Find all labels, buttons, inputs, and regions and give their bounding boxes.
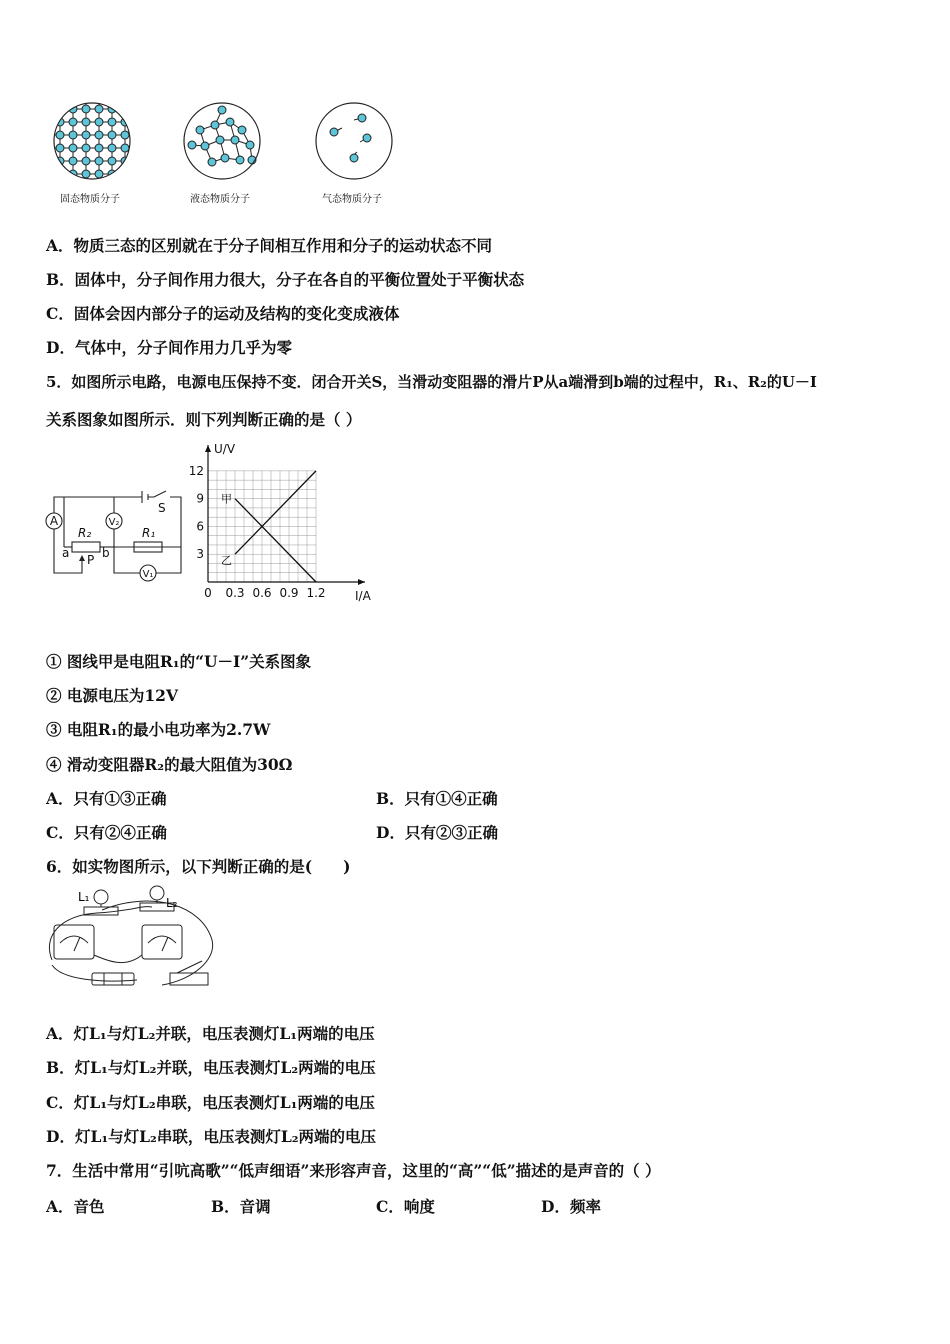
solid-molecule	[95, 157, 103, 165]
solid-molecule	[108, 144, 116, 152]
solid-molecule	[108, 118, 116, 126]
solid-molecule	[82, 105, 90, 113]
q5-stem-line2: 关系图象如图所示．则下列判断正确的是（ ）	[46, 410, 362, 429]
end-b-label: b	[102, 546, 110, 560]
solid-molecule	[121, 144, 129, 152]
q5-statement-3: ③ 电阻R₁的最小电功率为2.7W	[46, 720, 271, 739]
r2-label: R₂	[78, 526, 92, 540]
q4-option-a[interactable]: A．物质三态的区别就在于分子间相互作用和分子的运动状态不同	[46, 236, 493, 255]
solid-molecule	[95, 118, 103, 126]
y-tick-label: 9	[196, 491, 204, 506]
q7-stem: 7．生活中常用“引吭高歌”“低声细语”来形容声音，这里的“高”“低”描述的是声音的（ ）	[46, 1161, 661, 1180]
end-a-label: a	[62, 546, 70, 560]
x-axis-arrow	[358, 579, 365, 585]
voltmeter-v1-label: V₁	[142, 569, 154, 580]
q7-option-b[interactable]: B．音调	[211, 1197, 271, 1216]
slider-p-label: P	[87, 553, 95, 567]
r1-label: R₁	[142, 526, 156, 540]
series-line-甲	[235, 499, 316, 582]
q7-option-a[interactable]: A．音色	[46, 1197, 105, 1216]
solid-molecules-figure	[50, 100, 140, 185]
q5-option-d[interactable]: D．只有②③正确	[376, 823, 498, 842]
solid-molecule	[56, 131, 64, 139]
solid-molecule	[121, 105, 129, 113]
q6-physical-circuit	[42, 885, 222, 995]
solid-molecule	[82, 118, 90, 126]
lamp-l1-label: L₁	[78, 890, 90, 904]
q6-option-d[interactable]: D．灯L₁与灯L₂串联，电压表测灯L₂两端的电压	[46, 1127, 377, 1146]
q5-stem-line1: 5．如图所示电路，电源电压保持不变．闭合开关S，当滑动变阻器的滑片P从a端滑到b端的过程中，R₁、R₂的U－I	[46, 373, 817, 391]
solid-molecule	[82, 144, 90, 152]
q5-statement-4: ④ 滑动变阻器R₂的最大阻值为30Ω	[46, 755, 293, 774]
solid-molecule	[95, 131, 103, 139]
solid-molecule	[108, 157, 116, 165]
q5-statement-2: ② 电源电压为12V	[46, 686, 178, 705]
x-tick-label: 0.9	[279, 586, 299, 600]
solid-molecule	[121, 131, 129, 139]
switch-s-label: S	[158, 501, 166, 515]
voltmeter-v2-label: V₂	[108, 517, 120, 528]
x-axis-label: I/A	[355, 589, 371, 603]
y-axis-arrow	[205, 445, 211, 452]
solid-molecule	[56, 105, 64, 113]
liquid-caption: 液态物质分子	[190, 194, 250, 205]
x-tick-label: 0.6	[252, 586, 272, 600]
solid-molecule	[69, 157, 77, 165]
q6-option-b[interactable]: B．灯L₁与灯L₂并联，电压表测灯L₂两端的电压	[46, 1058, 376, 1077]
q5-option-c[interactable]: C．只有②④正确	[46, 823, 167, 842]
series-label: 乙	[221, 554, 232, 568]
solid-molecule	[82, 170, 90, 178]
solid-molecule	[95, 105, 103, 113]
y-tick-label: 12	[188, 463, 204, 478]
y-tick-label: 6	[196, 519, 204, 534]
q7-option-d[interactable]: D．频率	[541, 1197, 601, 1216]
q4-option-d[interactable]: D．气体中，分子间作用力几乎为零	[46, 338, 292, 357]
solid-molecule	[69, 144, 77, 152]
solid-molecule	[121, 170, 129, 178]
series-line-乙	[235, 471, 316, 554]
solid-molecule	[82, 157, 90, 165]
series-label: 甲	[221, 492, 232, 506]
x-tick-label: 0.3	[225, 586, 245, 600]
q5-option-a[interactable]: A．只有①③正确	[46, 789, 167, 808]
gas-molecules-figure	[312, 100, 402, 185]
ui-chart	[190, 440, 370, 610]
liquid-molecules-figure	[180, 100, 270, 185]
q5-option-b[interactable]: B．只有①④正确	[376, 789, 498, 808]
q6-stem: 6．如实物图所示，以下判断正确的是( )	[46, 857, 351, 876]
q6-option-a[interactable]: A．灯L₁与灯L₂并联，电压表测灯L₁两端的电压	[46, 1024, 375, 1043]
q4-option-b[interactable]: B．固体中，分子间作用力很大，分子在各自的平衡位置处于平衡状态	[46, 270, 525, 289]
solid-caption: 固态物质分子	[60, 194, 120, 205]
q5-circuit-diagram	[42, 485, 187, 585]
q6-option-c[interactable]: C．灯L₁与灯L₂串联，电压表测灯L₁两端的电压	[46, 1093, 375, 1112]
solid-molecule	[95, 144, 103, 152]
q5-statement-1: ① 图线甲是电阻R₁的“U－I”关系图象	[46, 652, 312, 671]
solid-molecule	[69, 131, 77, 139]
q4-option-c[interactable]: C．固体会因内部分子的运动及结构的变化变成液体	[46, 304, 400, 323]
solid-molecule	[82, 131, 90, 139]
x-tick-label: 0	[204, 586, 212, 600]
gas-caption: 气态物质分子	[322, 194, 382, 205]
ammeter-label: A	[49, 514, 59, 528]
x-tick-label: 1.2	[306, 586, 326, 600]
y-tick-label: 3	[196, 547, 204, 562]
solid-molecule	[56, 170, 64, 178]
solid-molecule	[69, 118, 77, 126]
lamp-l2-label: L₂	[166, 896, 178, 910]
y-axis-label: U/V	[214, 442, 236, 456]
solid-molecule	[56, 144, 64, 152]
q7-option-c[interactable]: C．响度	[376, 1197, 435, 1216]
solid-molecule	[95, 170, 103, 178]
solid-molecule	[108, 131, 116, 139]
